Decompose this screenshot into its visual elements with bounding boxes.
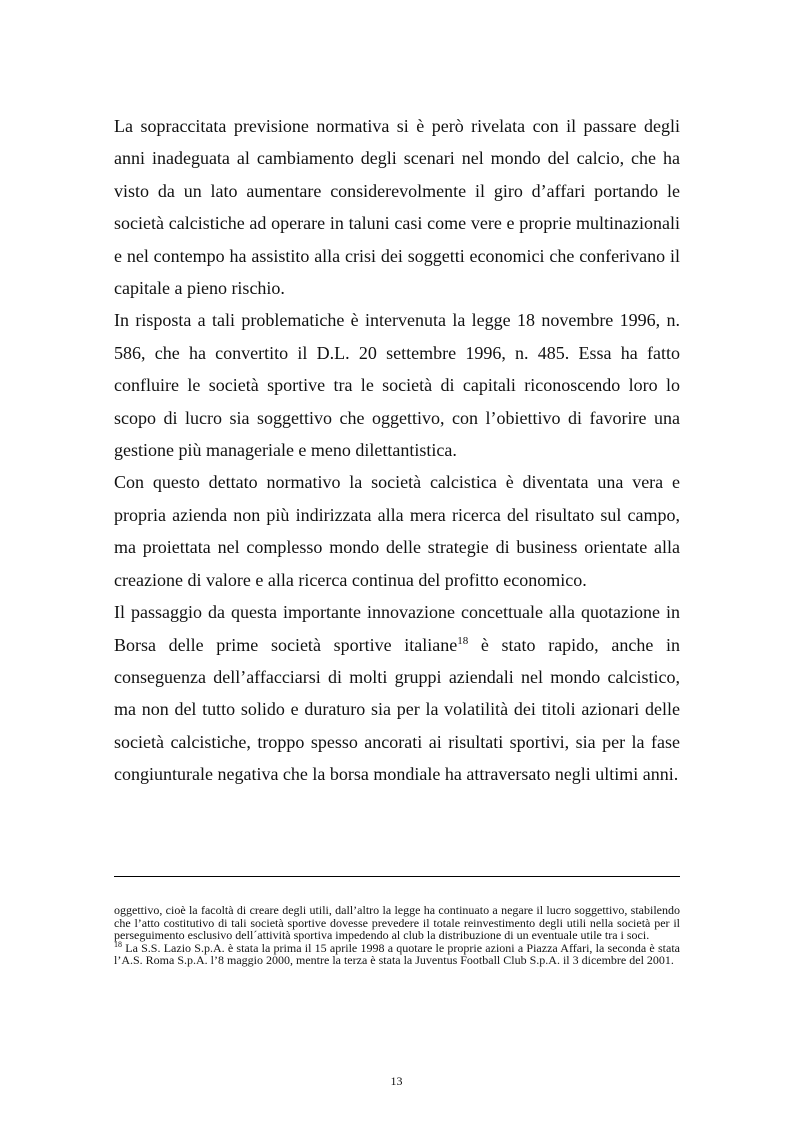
paragraph-4-before: Il passaggio da questa importante innovazione concettuale alla quotazione in Borsa delle prime società sportive italiane: [114, 602, 680, 655]
footnote-separator: [114, 876, 680, 877]
footnotes: [114, 904, 680, 967]
paragraph-2: In risposta a tali problematiche è intervenuta la legge 18 novembre 1996, n. 586, che ha convertito il D.L. 20 settembre 1996, n. 485. Essa ha fatto confluire le società sportive tra le società di capitali riconoscendo loro lo scopo di lucro sia soggettivo che oggettivo, con l’obiettivo di favorire una gestione più manageriale e meno dilettantistica.: [114, 310, 680, 461]
paragraph-3: Con questo dettato normativo la società calcistica è diventata una vera e propria azienda non più indirizzata alla mera ricerca del risultato sul campo, ma proiettata nel complesso mondo delle strategie di business orientate alla creazione di valore e alla ricerca continua del profitto economico.: [114, 472, 680, 590]
footnote-18: [114, 939, 680, 968]
footnote-18-text: La S.S. Lazio S.p.A. è stata la prima il 15 aprile 1998 a quotare le proprie azioni a Piazza Affari, la seconda è stata l’A.S. Roma S.p.A. l’8 maggio 2000, mentre la terza è stata la Juventus Football Club S.p.A. il 3 dicembre del 2001.: [114, 940, 680, 968]
footnote-18-number: 18: [114, 939, 122, 949]
page-number: 13: [390, 1074, 403, 1088]
paragraph-4-after: è stato rapido, anche in conseguenza dell’affacciarsi di molti gruppi aziendali nel mondo calcistico, ma non del tutto solido e duraturo sia per la volatilità dei titoli azionari delle società calcistiche, troppo spesso ancorati ai risultati sportivi, sia per la fase congiunturale negativa che la borsa mondiale ha attraversato negli ultimi anni.: [114, 634, 680, 785]
paragraph-4: [114, 596, 680, 790]
footnote-continuation: oggettivo, cioè la facoltà di creare degli utili, dall’altro la legge ha continuato a negare il lucro soggettivo, stabilendo che l’atto costitutivo di tali società sportive dovesse prevedere il totale reinvestimento degli utili nella società per il perseguimento esclusivo dell´attività sportiva impedendo al club la distribuzione di un eventuale utile tra i soci.: [114, 903, 680, 943]
paragraph-1: La sopraccitata previsione normativa si è però rivelata con il passare degli anni inadeguata al cambiamento degli scenari nel mondo del calcio, che ha visto da un lato aumentare considerevolmente il giro d’affari portando le società calcistiche ad operare in taluni casi come vere e proprie multinazionali e nel contempo ha assistito alla crisi dei soggetti economici che conferivano il capitale a pieno rischio.: [114, 116, 680, 299]
footnote-ref-18: 18: [457, 634, 469, 647]
body-text: [114, 110, 680, 791]
